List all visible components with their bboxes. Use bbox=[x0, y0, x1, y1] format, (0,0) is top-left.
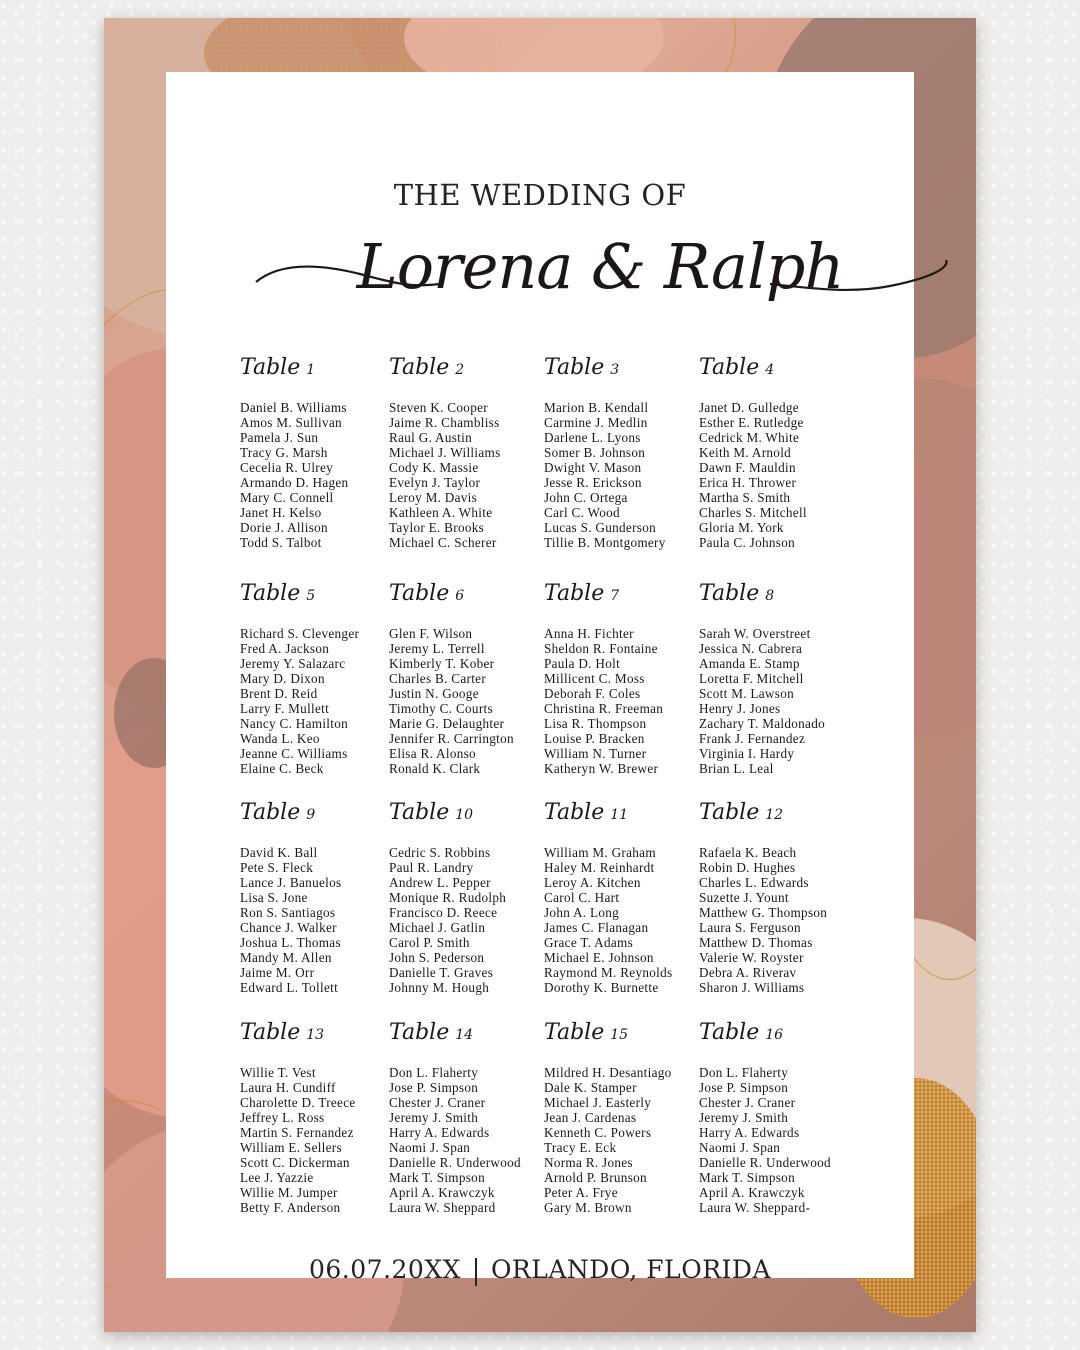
guest-name: Lucas S. Gunderson bbox=[544, 520, 656, 535]
guest-name: Brent D. Reid bbox=[240, 686, 318, 701]
guest-name: Harry A. Edwards bbox=[699, 1125, 800, 1140]
table-number: 2 bbox=[455, 362, 465, 378]
guest-name: Carmine J. Medlin bbox=[544, 415, 648, 430]
guest-name: Debra A. Riverav bbox=[699, 965, 797, 980]
table-label: Table bbox=[544, 800, 605, 825]
guest-name: Christina R. Freeman bbox=[544, 701, 664, 716]
table-11 bbox=[544, 797, 694, 995]
guest-name: Michael J. Gatlin bbox=[389, 920, 486, 935]
guest-name: Danielle T. Graves bbox=[389, 965, 494, 980]
guest-name: Darlene L. Lyons bbox=[544, 430, 641, 445]
guest-name: Taylor E. Brooks bbox=[389, 520, 485, 535]
table-heading bbox=[389, 797, 539, 829]
guest-name: Mildred H. Desantiago bbox=[544, 1065, 672, 1080]
guest-name: Lee J. Yazzie bbox=[240, 1170, 314, 1185]
guest-name: Dale K. Stamper bbox=[544, 1080, 637, 1095]
guest-name: Erica H. Thrower bbox=[699, 475, 797, 490]
table-number: 13 bbox=[306, 1027, 325, 1043]
guest-name: Amos M. Sullivan bbox=[240, 415, 342, 430]
table-label: Table bbox=[240, 1020, 301, 1045]
guest-name: Dorie J. Allison bbox=[240, 520, 328, 535]
guest-name: Louise P. Bracken bbox=[544, 731, 645, 746]
guest-name: Monique R. Rudolph bbox=[389, 890, 507, 905]
table-number: 4 bbox=[765, 362, 775, 378]
guest-name: Gary M. Brown bbox=[544, 1200, 632, 1215]
guest-name: Glen F. Wilson bbox=[389, 626, 473, 641]
guest-name: James C. Flanagan bbox=[544, 920, 649, 935]
guest-name: Martha S. Smith bbox=[699, 490, 791, 505]
table-2 bbox=[389, 352, 539, 550]
table-heading bbox=[699, 352, 849, 384]
guest-name: Sarah W. Overstreet bbox=[699, 626, 811, 641]
guest-name: Betty F. Anderson bbox=[240, 1200, 341, 1215]
table-number: 6 bbox=[455, 588, 465, 604]
guest-name: Keith M. Arnold bbox=[699, 445, 792, 460]
guest-name: Jessica N. Cabrera bbox=[699, 641, 803, 656]
guest-name: Jeremy J. Smith bbox=[389, 1110, 479, 1125]
table-label: Table bbox=[699, 355, 760, 380]
guest-name: Tracy E. Eck bbox=[544, 1140, 617, 1155]
guest-name: Scott C. Dickerman bbox=[240, 1155, 350, 1170]
table-heading bbox=[699, 578, 849, 610]
event-date: 06.07.20XX bbox=[309, 1255, 461, 1284]
guest-name: Larry F. Mullett bbox=[240, 701, 330, 716]
guest-name: Fred A. Jackson bbox=[240, 641, 330, 656]
guest-name: Laura S. Ferguson bbox=[699, 920, 801, 935]
table-16 bbox=[699, 1017, 849, 1215]
table-label: Table bbox=[389, 800, 450, 825]
table-heading bbox=[544, 578, 694, 610]
guest-name: Armando D. Hagen bbox=[240, 475, 349, 490]
guest-name: Dorothy K. Burnette bbox=[544, 980, 659, 995]
guest-name: Jeanne C. Williams bbox=[240, 746, 348, 761]
guest-name: Charles S. Mitchell bbox=[699, 505, 807, 520]
guest-name: Lance J. Banuelos bbox=[240, 875, 342, 890]
guest-name: John S. Pederson bbox=[389, 950, 485, 965]
guest-name: Loretta F. Mitchell bbox=[699, 671, 804, 686]
guest-name: Laura W. Sheppard- bbox=[699, 1200, 811, 1215]
guest-name: Harry A. Edwards bbox=[389, 1125, 490, 1140]
table-12 bbox=[699, 797, 849, 995]
guest-name: Gloria M. York bbox=[699, 520, 784, 535]
guest-name: Jaime M. Orr bbox=[240, 965, 315, 980]
guest-name: Jeremy J. Smith bbox=[699, 1110, 789, 1125]
guest-name: Mary D. Dixon bbox=[240, 671, 325, 686]
guest-name: Rafaela K. Beach bbox=[699, 845, 797, 860]
guest-name: Deborah F. Coles bbox=[544, 686, 641, 701]
guest-name: Jeremy Y. Salazarc bbox=[240, 656, 346, 671]
guest-name: Marie G. Delaughter bbox=[389, 716, 505, 731]
couple-names: Lorena & Ralph bbox=[356, 230, 844, 303]
guest-name: Willie T. Vest bbox=[240, 1065, 316, 1080]
table-number: 3 bbox=[610, 362, 620, 378]
guest-name: Robin D. Hughes bbox=[699, 860, 796, 875]
guest-name: Joshua L. Thomas bbox=[240, 935, 341, 950]
guest-name: Leroy A. Kitchen bbox=[544, 875, 641, 890]
guest-name: Jesse R. Erickson bbox=[544, 475, 642, 490]
guest-name: Naomi J. Span bbox=[699, 1140, 781, 1155]
guest-name: Carol P. Smith bbox=[389, 935, 470, 950]
guest-name: Michael J. Williams bbox=[389, 445, 501, 460]
guest-name: Carl C. Wood bbox=[544, 505, 620, 520]
guest-name: Charles L. Edwards bbox=[699, 875, 809, 890]
table-label: Table bbox=[240, 581, 301, 606]
guest-name: Tillie B. Montgomery bbox=[544, 535, 666, 550]
table-label: Table bbox=[389, 1020, 450, 1045]
table-label: Table bbox=[544, 1020, 605, 1045]
table-number: 11 bbox=[610, 807, 629, 823]
guest-name: Wanda L. Keo bbox=[240, 731, 320, 746]
table-heading bbox=[240, 1017, 390, 1049]
couple-names-block bbox=[250, 222, 950, 332]
guest-name: Lisa R. Thompson bbox=[544, 716, 647, 731]
table-5 bbox=[240, 578, 390, 776]
guest-name: William E. Sellers bbox=[240, 1140, 342, 1155]
guest-name: Kenneth C. Powers bbox=[544, 1125, 652, 1140]
guest-name: John A. Long bbox=[544, 905, 620, 920]
table-label: Table bbox=[240, 800, 301, 825]
guest-name: Kimberly T. Kober bbox=[389, 656, 495, 671]
guest-name: Chester J. Craner bbox=[699, 1095, 796, 1110]
guest-name: Charolette D. Treece bbox=[240, 1095, 356, 1110]
guest-name: Anna H. Fichter bbox=[544, 626, 634, 641]
guest-name: Elisa R. Alonso bbox=[389, 746, 476, 761]
table-heading bbox=[240, 797, 390, 829]
guest-name: Somer B. Johnson bbox=[544, 445, 646, 460]
table-label: Table bbox=[699, 1020, 760, 1045]
guest-name: Paul R. Landry bbox=[389, 860, 474, 875]
table-number: 8 bbox=[765, 588, 775, 604]
table-heading bbox=[240, 352, 390, 384]
table-label: Table bbox=[544, 581, 605, 606]
guest-name: Lisa S. Jone bbox=[240, 890, 308, 905]
table-label: Table bbox=[699, 581, 760, 606]
guest-name: Don L. Flaherty bbox=[699, 1065, 789, 1080]
guest-name: Mary C. Connell bbox=[240, 490, 334, 505]
guest-name: Jennifer R. Carrington bbox=[389, 731, 514, 746]
guest-name: Chance J. Walker bbox=[240, 920, 337, 935]
guest-name: Pamela J. Sun bbox=[240, 430, 319, 445]
guest-name: Paula D. Holt bbox=[544, 656, 621, 671]
guest-name: Ron S. Santiagos bbox=[240, 905, 336, 920]
guest-name: April A. Krawczyk bbox=[699, 1185, 805, 1200]
guest-name: Justin N. Googe bbox=[389, 686, 479, 701]
guest-name: Laura W. Sheppard bbox=[389, 1200, 496, 1215]
table-label: Table bbox=[389, 581, 450, 606]
guest-name: Dwight V. Mason bbox=[544, 460, 642, 475]
pre-title: THE WEDDING OF bbox=[393, 178, 687, 212]
seating-card bbox=[166, 72, 914, 1284]
guest-name: Pete S. Fleck bbox=[240, 860, 314, 875]
guest-name: Esther E. Rutledge bbox=[699, 415, 804, 430]
table-label: Table bbox=[240, 355, 301, 380]
guest-name: Paula C. Johnson bbox=[699, 535, 796, 550]
table-heading bbox=[544, 797, 694, 829]
guest-name: April A. Krawczyk bbox=[389, 1185, 495, 1200]
guest-name: Peter A. Frye bbox=[544, 1185, 618, 1200]
guest-name: Richard S. Clevenger bbox=[240, 626, 360, 641]
table-number: 10 bbox=[455, 807, 474, 823]
guest-name: David K. Ball bbox=[240, 845, 318, 860]
guest-name: Charles B. Carter bbox=[389, 671, 487, 686]
guest-name: Millicent C. Moss bbox=[544, 671, 645, 686]
guest-name: Henry J. Jones bbox=[699, 701, 781, 716]
guest-name: Jeremy L. Terrell bbox=[389, 641, 485, 656]
table-heading bbox=[240, 578, 390, 610]
divider bbox=[475, 1258, 477, 1286]
table-number: 5 bbox=[306, 588, 316, 604]
guest-name: Todd S. Talbot bbox=[240, 535, 322, 550]
guest-name: Steven K. Cooper bbox=[389, 400, 488, 415]
guest-name: Suzette J. Yount bbox=[699, 890, 789, 905]
table-heading bbox=[389, 1017, 539, 1049]
guest-name: Michael C. Scherer bbox=[389, 535, 497, 550]
guest-name: Danielle R. Underwood bbox=[389, 1155, 521, 1170]
event-footer bbox=[166, 1255, 914, 1286]
guest-name: Sheldon R. Fontaine bbox=[544, 641, 658, 656]
table-number: 12 bbox=[765, 807, 784, 823]
guest-name: Jean J. Cardenas bbox=[544, 1110, 637, 1125]
event-location: ORLANDO, FLORIDA bbox=[490, 1255, 771, 1284]
guest-name: Virginia I. Hardy bbox=[699, 746, 795, 761]
table-13 bbox=[240, 1017, 390, 1215]
guest-name: Grace T. Adams bbox=[544, 935, 634, 950]
guest-name: Jose P. Simpson bbox=[699, 1080, 789, 1095]
guest-name: Jeffrey L. Ross bbox=[240, 1110, 325, 1125]
guest-name: Matthew G. Thompson bbox=[699, 905, 828, 920]
guest-name: Cedric S. Robbins bbox=[389, 845, 491, 860]
guest-name: Laura H. Cundiff bbox=[240, 1080, 336, 1095]
guest-name: Daniel B. Williams bbox=[240, 400, 347, 415]
guest-name: Carol C. Hart bbox=[544, 890, 620, 905]
table-15 bbox=[544, 1017, 694, 1215]
guest-name: Don L. Flaherty bbox=[389, 1065, 479, 1080]
table-6 bbox=[389, 578, 539, 776]
guest-name: Martin S. Fernandez bbox=[240, 1125, 354, 1140]
guest-name: Jose P. Simpson bbox=[389, 1080, 479, 1095]
guest-name: Haley M. Reinhardt bbox=[544, 860, 655, 875]
table-heading bbox=[389, 578, 539, 610]
table-label: Table bbox=[699, 800, 760, 825]
guest-name: Katheryn W. Brewer bbox=[544, 761, 659, 776]
guest-name: Andrew L. Pepper bbox=[389, 875, 491, 890]
guest-name: Janet H. Kelso bbox=[240, 505, 322, 520]
guest-name: Arnold P. Brunson bbox=[544, 1170, 647, 1185]
guest-name: Mark T. Simpson bbox=[389, 1170, 485, 1185]
guest-name: Cody K. Massie bbox=[389, 460, 479, 475]
guest-name: Marion B. Kendall bbox=[544, 400, 649, 415]
table-9 bbox=[240, 797, 390, 995]
guest-name: Amanda E. Stamp bbox=[699, 656, 800, 671]
guest-name: Naomi J. Span bbox=[389, 1140, 471, 1155]
guest-name: Janet D. Gulledge bbox=[699, 400, 799, 415]
guest-name: Michael J. Easterly bbox=[544, 1095, 652, 1110]
guest-name: Valerie W. Royster bbox=[699, 950, 804, 965]
guest-name: Frank J. Fernandez bbox=[699, 731, 806, 746]
guest-name: Cedrick M. White bbox=[699, 430, 800, 445]
guest-name: Dawn F. Mauldin bbox=[699, 460, 796, 475]
guest-name: Danielle R. Underwood bbox=[699, 1155, 831, 1170]
guest-name: Matthew D. Thomas bbox=[699, 935, 813, 950]
guest-name: Brian L. Leal bbox=[699, 761, 774, 776]
guest-name: John C. Ortega bbox=[544, 490, 628, 505]
table-number: 9 bbox=[306, 807, 316, 823]
table-number: 15 bbox=[610, 1027, 629, 1043]
table-7 bbox=[544, 578, 694, 776]
guest-name: Johnny M. Hough bbox=[389, 980, 490, 995]
guest-name: Cecelia R. Ulrey bbox=[240, 460, 334, 475]
guest-name: Zachary T. Maldonado bbox=[699, 716, 825, 731]
guest-name: Kathleen A. White bbox=[389, 505, 493, 520]
table-1 bbox=[240, 352, 390, 550]
guest-name: William M. Graham bbox=[544, 845, 656, 860]
guest-name: Willie M. Jumper bbox=[240, 1185, 338, 1200]
guest-name: Jaime R. Chambliss bbox=[389, 415, 500, 430]
guest-name: Leroy M. Davis bbox=[389, 490, 478, 505]
guest-name: Sharon J. Williams bbox=[699, 980, 805, 995]
guest-name: Timothy C. Courts bbox=[389, 701, 493, 716]
guest-name: Mark T. Simpson bbox=[699, 1170, 795, 1185]
table-14 bbox=[389, 1017, 539, 1215]
table-heading bbox=[544, 352, 694, 384]
table-heading bbox=[544, 1017, 694, 1049]
table-number: 14 bbox=[455, 1027, 474, 1043]
guest-name: Mandy M. Allen bbox=[240, 950, 332, 965]
guest-name: Nancy C. Hamilton bbox=[240, 716, 349, 731]
guest-name: Raymond M. Reynolds bbox=[544, 965, 673, 980]
table-label: Table bbox=[389, 355, 450, 380]
guest-name: Tracy G. Marsh bbox=[240, 445, 328, 460]
guest-name: Elaine C. Beck bbox=[240, 761, 324, 776]
table-number: 16 bbox=[765, 1027, 784, 1043]
table-number: 7 bbox=[610, 588, 620, 604]
table-number: 1 bbox=[306, 362, 316, 378]
guest-name: Edward L. Tollett bbox=[240, 980, 339, 995]
seating-chart-poster bbox=[104, 18, 976, 1332]
guest-name: Norma R. Jones bbox=[544, 1155, 633, 1170]
table-heading bbox=[699, 797, 849, 829]
guest-name: Raul G. Austin bbox=[389, 430, 472, 445]
table-8 bbox=[699, 578, 849, 776]
table-10 bbox=[389, 797, 539, 995]
guest-name: Evelyn J. Taylor bbox=[389, 475, 481, 490]
table-3 bbox=[544, 352, 694, 550]
guest-name: William N. Turner bbox=[544, 746, 647, 761]
guest-name: Scott M. Lawson bbox=[699, 686, 794, 701]
guest-name: Michael E. Johnson bbox=[544, 950, 654, 965]
guest-name: Ronald K. Clark bbox=[389, 761, 481, 776]
table-heading bbox=[699, 1017, 849, 1049]
guest-name: Francisco D. Reece bbox=[389, 905, 498, 920]
table-4 bbox=[699, 352, 849, 550]
guest-name: Chester J. Craner bbox=[389, 1095, 486, 1110]
table-heading bbox=[389, 352, 539, 384]
table-label: Table bbox=[544, 355, 605, 380]
